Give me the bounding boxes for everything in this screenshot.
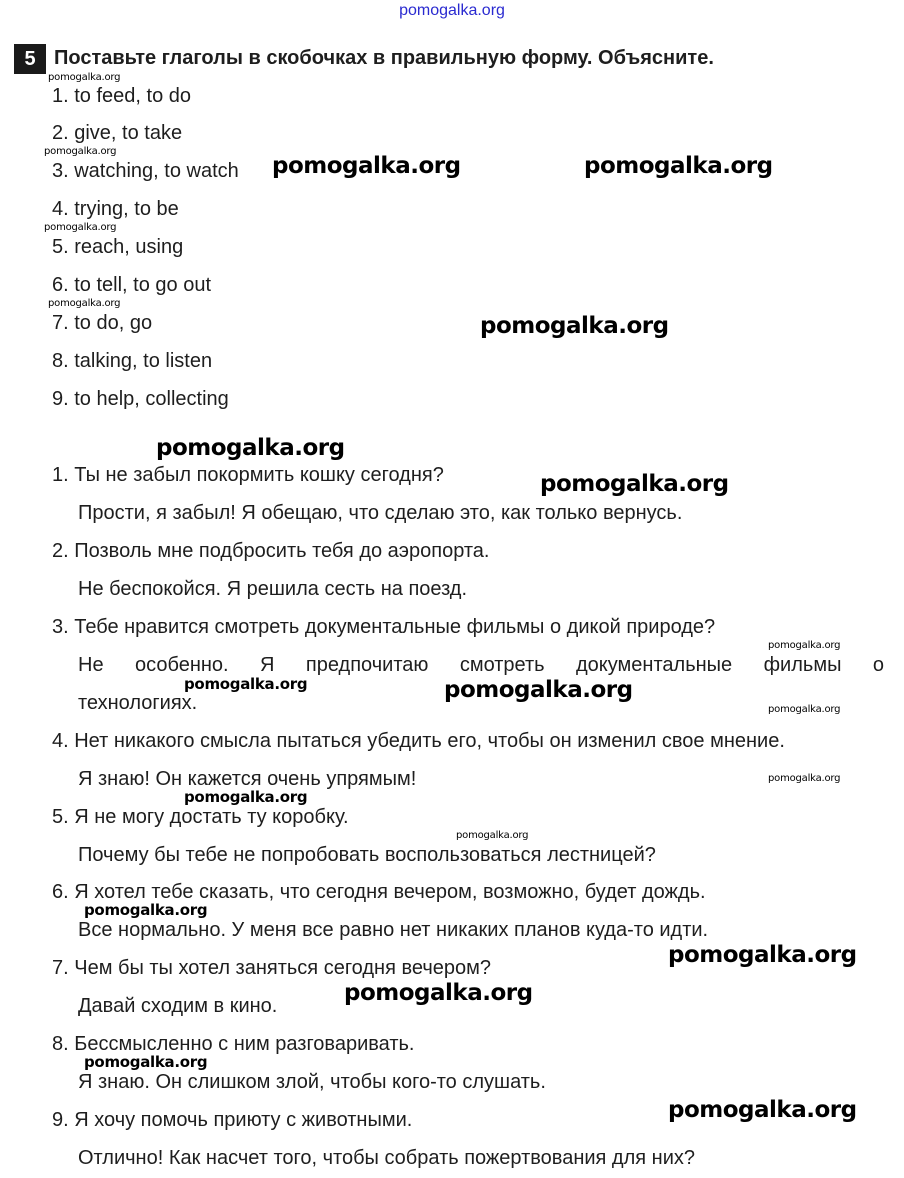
translation-line: Все нормально. У меня все равно нет никаких планов куда-то идти. (78, 919, 709, 941)
watermark: pomogalka.org (456, 830, 529, 841)
watermark: pomogalka.org (84, 1053, 208, 1071)
watermark: pomogalka.org (768, 773, 841, 784)
translation-line: 6. Я хотел тебе сказать, что сегодня вечером, возможно, будет дождь. (52, 881, 706, 903)
watermark: pomogalka.org (184, 788, 308, 806)
answer-line: 5. reach, using (52, 236, 184, 258)
translation-line: Прости, я забыл! Я обещаю, что сделаю это, как только вернусь. (78, 502, 683, 524)
watermark: pomogalka.org (668, 942, 857, 968)
translation-line: 5. Я не могу достать ту коробку. (52, 806, 349, 828)
watermark: pomogalka.org (768, 704, 841, 715)
translation-line: Не беспокойся. Я решила сесть на поезд. (78, 578, 468, 600)
watermark: pomogalka.org (48, 298, 121, 309)
translation-line: Давай сходим в кино. (78, 995, 278, 1017)
translation-line: Почему бы тебе не попробовать воспользоваться лестницей? (78, 844, 656, 866)
watermark: pomogalka.org (668, 1097, 857, 1123)
translation-line: 2. Позволь мне подбросить тебя до аэропорта. (52, 540, 490, 562)
watermark: pomogalka.org (48, 72, 121, 83)
watermark: pomogalka.org (44, 146, 117, 157)
answer-line: 3. watching, to watch (52, 160, 239, 182)
answer-line: 7. to do, go (52, 312, 153, 334)
watermark: pomogalka.org (44, 222, 117, 233)
watermark: pomogalka.org (84, 901, 208, 919)
answer-line: 4. trying, to be (52, 198, 179, 220)
translation-line: 4. Нет никакого смысла пытаться убедить его, чтобы он изменил свое мнение. (52, 730, 785, 752)
translation-line: 7. Чем бы ты хотел заняться сегодня вечером? (52, 957, 491, 979)
answer-line: 1. to feed, to do (52, 85, 191, 107)
translation-line: Не особенно. Я предпочитаю смотреть документальные фильмы о (78, 654, 884, 676)
answer-line: 9. to help, collecting (52, 388, 229, 410)
exercise-title: Поставьте глаголы в скобочках в правильную форму. Объясните. (54, 47, 714, 69)
watermark: pomogalka.org (540, 471, 729, 497)
answer-line: 6. to tell, to go out (52, 274, 211, 296)
watermark: pomogalka.org (444, 677, 633, 703)
watermark: pomogalka.org (768, 640, 841, 651)
translation-line: технологиях. (78, 692, 198, 714)
exercise-number: 5 (14, 44, 46, 74)
answer-line: 8. talking, to listen (52, 350, 213, 372)
watermark: pomogalka.org (344, 980, 533, 1006)
translation-line: 9. Я хочу помочь приюту с животными. (52, 1109, 413, 1131)
translation-line: 3. Тебе нравится смотреть документальные фильмы о дикой природе? (52, 616, 716, 638)
translation-line: Я знаю. Он слишком злой, чтобы кого-то слушать. (78, 1071, 546, 1093)
translation-line: 1. Ты не забыл покормить кошку сегодня? (52, 464, 444, 486)
translation-line: Отлично! Как насчет того, чтобы собрать пожертвования для них? (78, 1147, 695, 1169)
translation-line: Я знаю! Он кажется очень упрямым! (78, 768, 417, 790)
header-watermark: pomogalka.org (399, 2, 505, 19)
translation-line: 8. Бессмысленно с ним разговаривать. (52, 1033, 415, 1055)
answer-line: 2. give, to take (52, 122, 183, 144)
watermark: pomogalka.org (480, 313, 669, 339)
watermark: pomogalka.org (156, 435, 345, 461)
watermark: pomogalka.org (184, 675, 308, 693)
watermark: pomogalka.org (584, 153, 773, 179)
watermark: pomogalka.org (272, 153, 461, 179)
